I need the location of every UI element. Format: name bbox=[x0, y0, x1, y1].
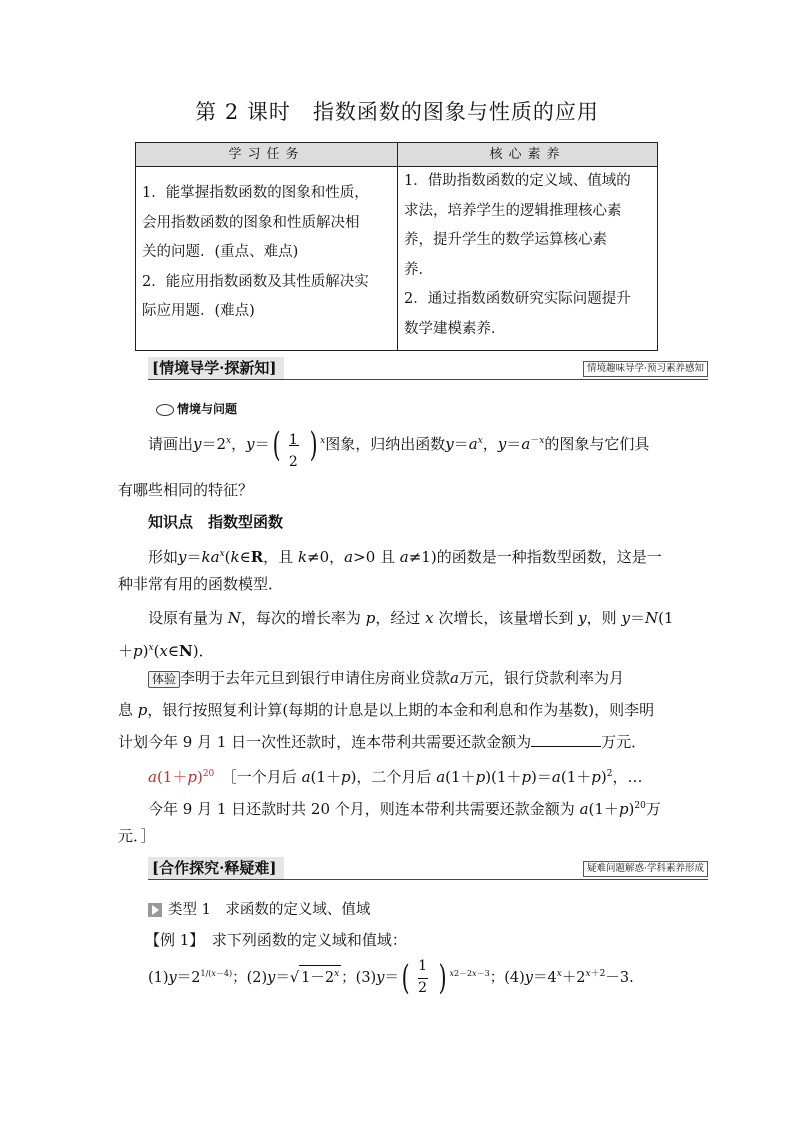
text: 李明于去年元旦到银行申请住房商业贷款 bbox=[180, 669, 451, 687]
answer-line-1: $a(1+p)^{20}$ ［一个月后 a(1＋p)，二个月后 $a(1+p)(1+p)=a(1+p)^2$，… bbox=[148, 768, 643, 786]
experience-line-1: 体验 李明于去年元旦到银行申请住房商业贷款a万元，银行贷款利率为月 bbox=[148, 663, 708, 693]
example-label: 【例 1】 bbox=[145, 931, 197, 949]
text: 设原有量为 bbox=[148, 609, 224, 627]
question-line-1: 请画出$y=2^x$，y＝( 1 2 ) $^x$图象，归纳出函数$y=a^x$，$y=a^{-x}$的图象与它们具 bbox=[148, 425, 650, 470]
text: ［一个月后 bbox=[229, 768, 297, 786]
text: 请画出 bbox=[148, 435, 194, 453]
tasks-line: 会用指数函数的图象和性质解决相 bbox=[142, 214, 360, 231]
literacy-line: 数学建模素养． bbox=[404, 320, 506, 337]
tasks-line: 2．能应用指数函数及其性质解决实 bbox=[142, 273, 369, 290]
play-triangle-icon bbox=[148, 903, 162, 917]
literacy-line: 求法，培养学生的逻辑推理核心素 bbox=[404, 202, 622, 219]
text: 息 bbox=[118, 701, 134, 719]
tasks-line: 1．能掌握指数函数的图象和性质， bbox=[142, 185, 369, 201]
type-1-heading bbox=[148, 898, 370, 919]
question-line-2: 有哪些相同的特征？ bbox=[118, 481, 254, 499]
knowledge-heading: 知识点 指数型函数 bbox=[148, 513, 284, 531]
subhead-label: 情境与问题 bbox=[177, 402, 238, 416]
text: 次增长，该量增长到 bbox=[438, 609, 574, 627]
answer-line-2: 今年 9 月 1 日还款时共 20 个月，则连本带利共需要还款金额为 $a(1+p)^{20}$万 bbox=[148, 800, 661, 818]
text: 的图象与它们具 bbox=[544, 435, 650, 453]
text: ，二个月后 bbox=[356, 768, 432, 786]
example-1-line bbox=[145, 925, 407, 955]
text: 求下列函数的定义域和值域： bbox=[211, 931, 407, 949]
table-header-tasks: 学习任务 bbox=[136, 143, 398, 167]
learning-task-table bbox=[135, 142, 658, 351]
text: ，经过 bbox=[375, 609, 421, 627]
text: 形如 bbox=[148, 548, 179, 566]
table-header-literacy: 核心素养 bbox=[398, 143, 657, 167]
text: 的函数是一种指数型函数，这是一 bbox=[436, 548, 662, 566]
text: 万 bbox=[645, 800, 661, 818]
text: ，每次的增长率为 bbox=[240, 609, 361, 627]
text: 图象，归纳出函数 bbox=[325, 435, 446, 453]
literacy-line: 1．借助指数函数的定义域、值域的 bbox=[404, 173, 631, 189]
experience-line-2: 息 p，银行按照复利计算(每期的计息是以上期的本金和利息和作为基数)，则李明 bbox=[118, 701, 655, 719]
tasks-line: 际应用题．(难点) bbox=[142, 303, 255, 319]
literacy-line: 2．通过指数函数研究实际问题提升 bbox=[404, 291, 631, 307]
experience-badge: 体验 bbox=[148, 671, 180, 688]
section-bar-explore bbox=[148, 857, 708, 880]
literacy-line: 养． bbox=[404, 261, 433, 278]
page-title: 第 2 课时 指数函数的图象与性质的应用 bbox=[195, 100, 599, 124]
tasks-column bbox=[136, 167, 398, 350]
text: ，银行按照复利计算(每期的计息是以上期的本金和利息和作为基数)，则李明 bbox=[147, 701, 655, 719]
answer-blank bbox=[531, 730, 601, 747]
scenario-subhead bbox=[156, 400, 237, 417]
text: ，则 bbox=[586, 609, 617, 627]
section-tag: 情境趣味导学·预习素养感知 bbox=[583, 361, 708, 377]
swirl-icon bbox=[156, 404, 174, 416]
tasks-line: 关的问题．(重点、难点) bbox=[142, 244, 299, 260]
fraction-half: 1 2 bbox=[288, 432, 298, 470]
definition-line-1: 形如$y=ka^x(k\in R$，且 k≠0，a>0 且 a≠1)的函数是一种指数型函数，这是一 bbox=[148, 548, 662, 566]
answer-line-3: 元．］ bbox=[118, 827, 156, 845]
section-title: [合作探究·释疑难] bbox=[148, 857, 284, 879]
text: 万元，银行贷款利率为月 bbox=[458, 669, 624, 687]
fraction-half: $\frac{1}{2}$ bbox=[418, 958, 428, 996]
definition-line-2: 种非常有用的函数模型． bbox=[118, 575, 284, 593]
section-bar-intro bbox=[148, 357, 708, 380]
growth-line-2: ＋p)$^x$(x∈N)． bbox=[118, 642, 214, 660]
text: 计划今年 9 月 1 日一次性还款时，连本带利共需要还款金额为 bbox=[118, 733, 532, 751]
text: 今年 9 月 1 日还款时共 20 个月，则连本带利共需要还款金额为 bbox=[148, 800, 575, 818]
section-tag: 疑难问题解惑·学科素养形成 bbox=[583, 861, 708, 877]
section-title: [情境导学·探新知] bbox=[148, 357, 284, 379]
growth-line-1: 设原有量为 N，每次的增长率为 p，经过 x 次增长，该量增长到 y，则 y＝N(1 bbox=[148, 609, 674, 627]
answer-value: $a(1+p)^{20}$ bbox=[148, 768, 215, 786]
text: 类型 1 求函数的定义域、值域 bbox=[168, 902, 371, 918]
example-1-functions: $(1)y=2^{1/(x-4)}$；(2)y＝√ $1-2^x$ ；(3)y＝( $\frac{1}{2}$ ) $^{x2-2x-3}$；$(4)y=4^x+2^{x+2}-3$. bbox=[148, 958, 634, 998]
text: 万元． bbox=[601, 733, 647, 751]
literacy-line: 养，提升学生的数学运算核心素 bbox=[404, 232, 607, 248]
literacy-column bbox=[398, 167, 657, 350]
experience-line-3 bbox=[118, 727, 708, 757]
